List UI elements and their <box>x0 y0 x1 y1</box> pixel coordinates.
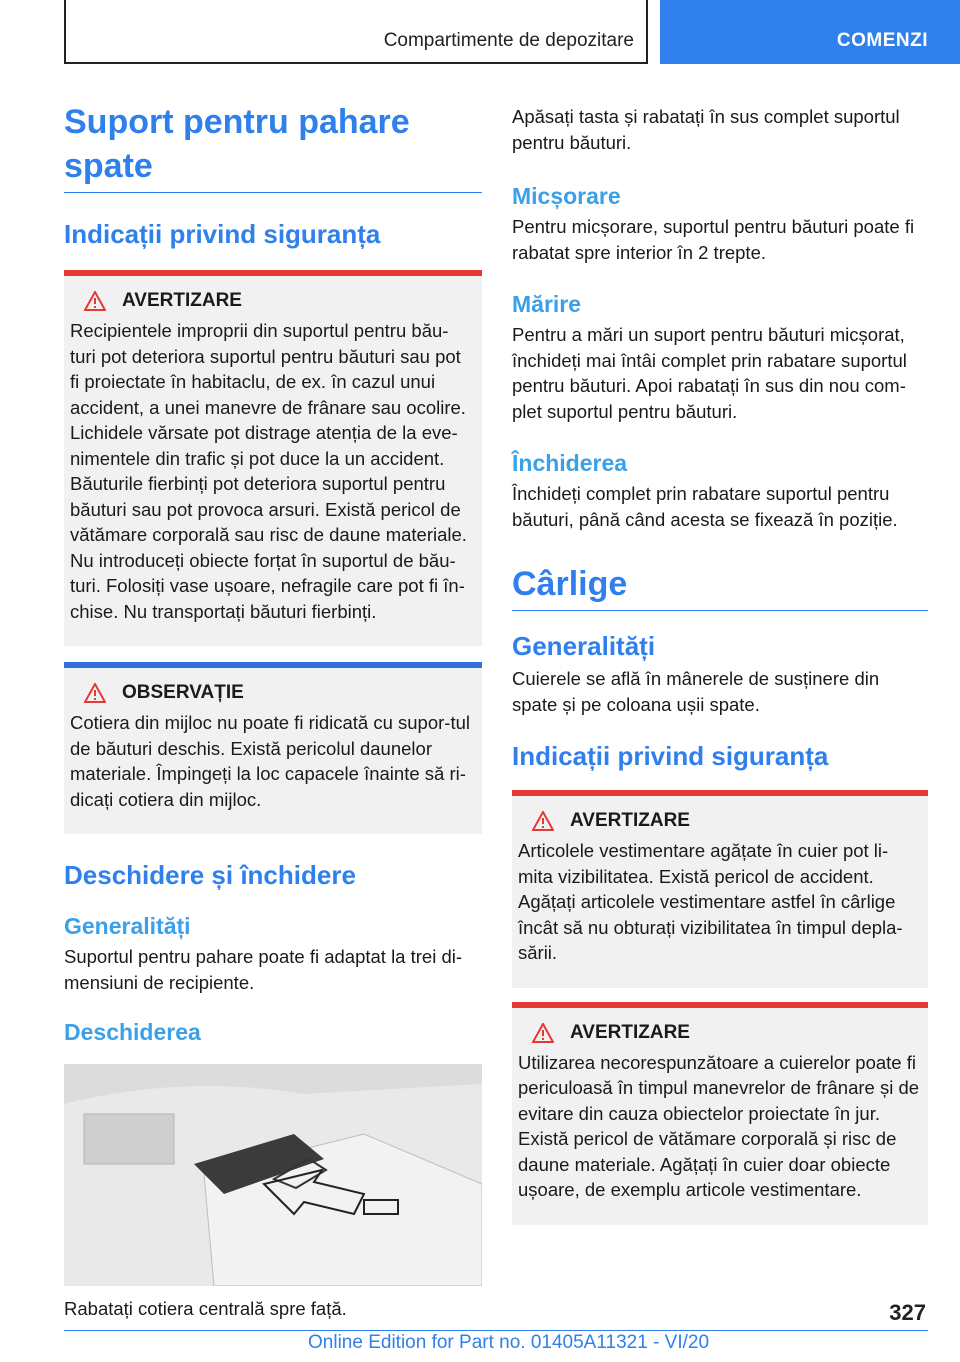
reduce-heading: Micșorare <box>512 183 621 209</box>
right-column <box>512 100 928 1225</box>
page-title: Suport pentru pahare spate <box>64 100 482 193</box>
header-section-box <box>64 0 648 64</box>
hooks-warning-box-2 <box>512 1002 928 1225</box>
header-tab-label: COMENZI <box>836 30 928 51</box>
enlarge-heading: Mărire <box>512 291 582 317</box>
hooks-warning-title-1 <box>518 810 920 832</box>
header-tab-comenzi[interactable] <box>660 0 960 64</box>
warning-triangle-icon <box>84 291 106 311</box>
hooks-warning-text-1: Articolele vestimentare agățate în cuier pot li-mita vizibilitatea. Există pericol de accident. Agățați articolele vestimentare astfel în cârlige încât să nu obturați vizibilitatea în timpul depla-sării. <box>518 840 903 963</box>
hooks-warning-box-1 <box>512 790 928 988</box>
warning-triangle-icon <box>84 683 106 703</box>
warning-label: AVERTIZARE <box>122 290 242 311</box>
open-close-heading: Deschidere și închidere <box>64 860 356 890</box>
hooks-warning-title-2 <box>518 1022 920 1044</box>
footer-edition: Online Edition for Part no. 01405A11321 - VI/20 <box>308 1332 710 1353</box>
header-section-title: Compartimente de depozitare <box>383 30 634 51</box>
hooks-warning-label-1: AVERTIZARE <box>570 810 690 831</box>
note-box <box>64 662 482 834</box>
closing-text: Închideți complet prin rabatare suportul pentru băuturi, până când acesta se fixează în poziție. <box>512 483 898 530</box>
note-title <box>70 682 474 704</box>
reduce-text: Pentru micșorare, suportul pentru băuturi poate fi rabatat spre interior în 2 trepte. <box>512 216 915 263</box>
general-heading: Generalități <box>64 913 191 939</box>
opening-heading: Deschiderea <box>64 1019 201 1045</box>
general-text: Suportul pentru pahare poate fi adaptat la trei di-mensiuni de recipiente. <box>64 946 463 993</box>
warning-text: Recipientele improprii din suportul pentru bău-turi pot deteriora suportul pentru băuturi sau pot fi proiectate în habitaclu, de ex. în cazul unui accident, a unei manevre de frânare sau ocolire. Lichidele vărsate pot distrage atenția de la eve-nimentele din trafic și pot duce la un accident. Băuturile fierbinți pot deteriora suportul pentru băuturi sau pot provoca arsuri. Există pericol de vătămare corporală sau risc de daune materiale. Nu introduceți obiecte forțat în suportul de bău-turi. Folosiți vase ușoare, nefragile care pot fi în-chise. Nu transportați băuturi fierbinți. <box>70 320 467 622</box>
hooks-general-heading: Generalități <box>512 631 656 661</box>
note-text: Cotiera din mijloc nu poate fi ridicată cu supor-tul de băuturi deschis. Există pericolul daunelor materiale. Împingeți la loc capacele înainte să ri-dicați cotiera din mijloc. <box>70 712 470 810</box>
warning-triangle-icon <box>532 1023 554 1043</box>
left-column <box>64 100 482 1322</box>
armrest-illustration <box>64 1064 482 1286</box>
intro-text: Apăsați tasta și rabatați în sus complet suportul pentru băuturi. <box>512 106 900 153</box>
page-number: 327 <box>889 1300 926 1325</box>
safety-heading: Indicații privind siguranța <box>64 219 381 249</box>
enlarge-text: Pentru a mări un suport pentru băuturi micșorat, închideți mai întâi complet prin rabatare suportul pentru băuturi. Apoi rabatați în sus din nou com-plet suportul pentru băuturi. <box>512 324 907 422</box>
armrest-photo <box>64 1064 482 1286</box>
note-label: OBSERVAȚIE <box>122 682 244 703</box>
closing-heading: Închiderea <box>512 450 628 476</box>
photo-caption: Rabatați cotiera centrală spre față. <box>64 1298 347 1319</box>
warning-triangle-icon <box>532 811 554 831</box>
warning-box <box>64 270 482 646</box>
hooks-general-text: Cuierele se află în mânerele de susținere din spate și pe coloana ușii spate. <box>512 668 880 715</box>
footer-divider <box>64 1330 928 1331</box>
hooks-warning-text-2: Utilizarea necorespunzătoare a cuierelor poate fi periculoasă în timpul manevrelor de frânare și de evitare din cauza obiectelor proiectate în jur. Există pericol de vătămare corporală și risc de daune materiale. Agățați în cuier doar obiecte ușoare, de exemplu articole vestimentare. <box>518 1051 920 1200</box>
hooks-title: Cârlige <box>512 562 928 611</box>
warning-title <box>70 290 474 312</box>
hooks-warning-label-2: AVERTIZARE <box>570 1021 690 1043</box>
hooks-safety-heading: Indicații privind siguranța <box>512 741 829 771</box>
